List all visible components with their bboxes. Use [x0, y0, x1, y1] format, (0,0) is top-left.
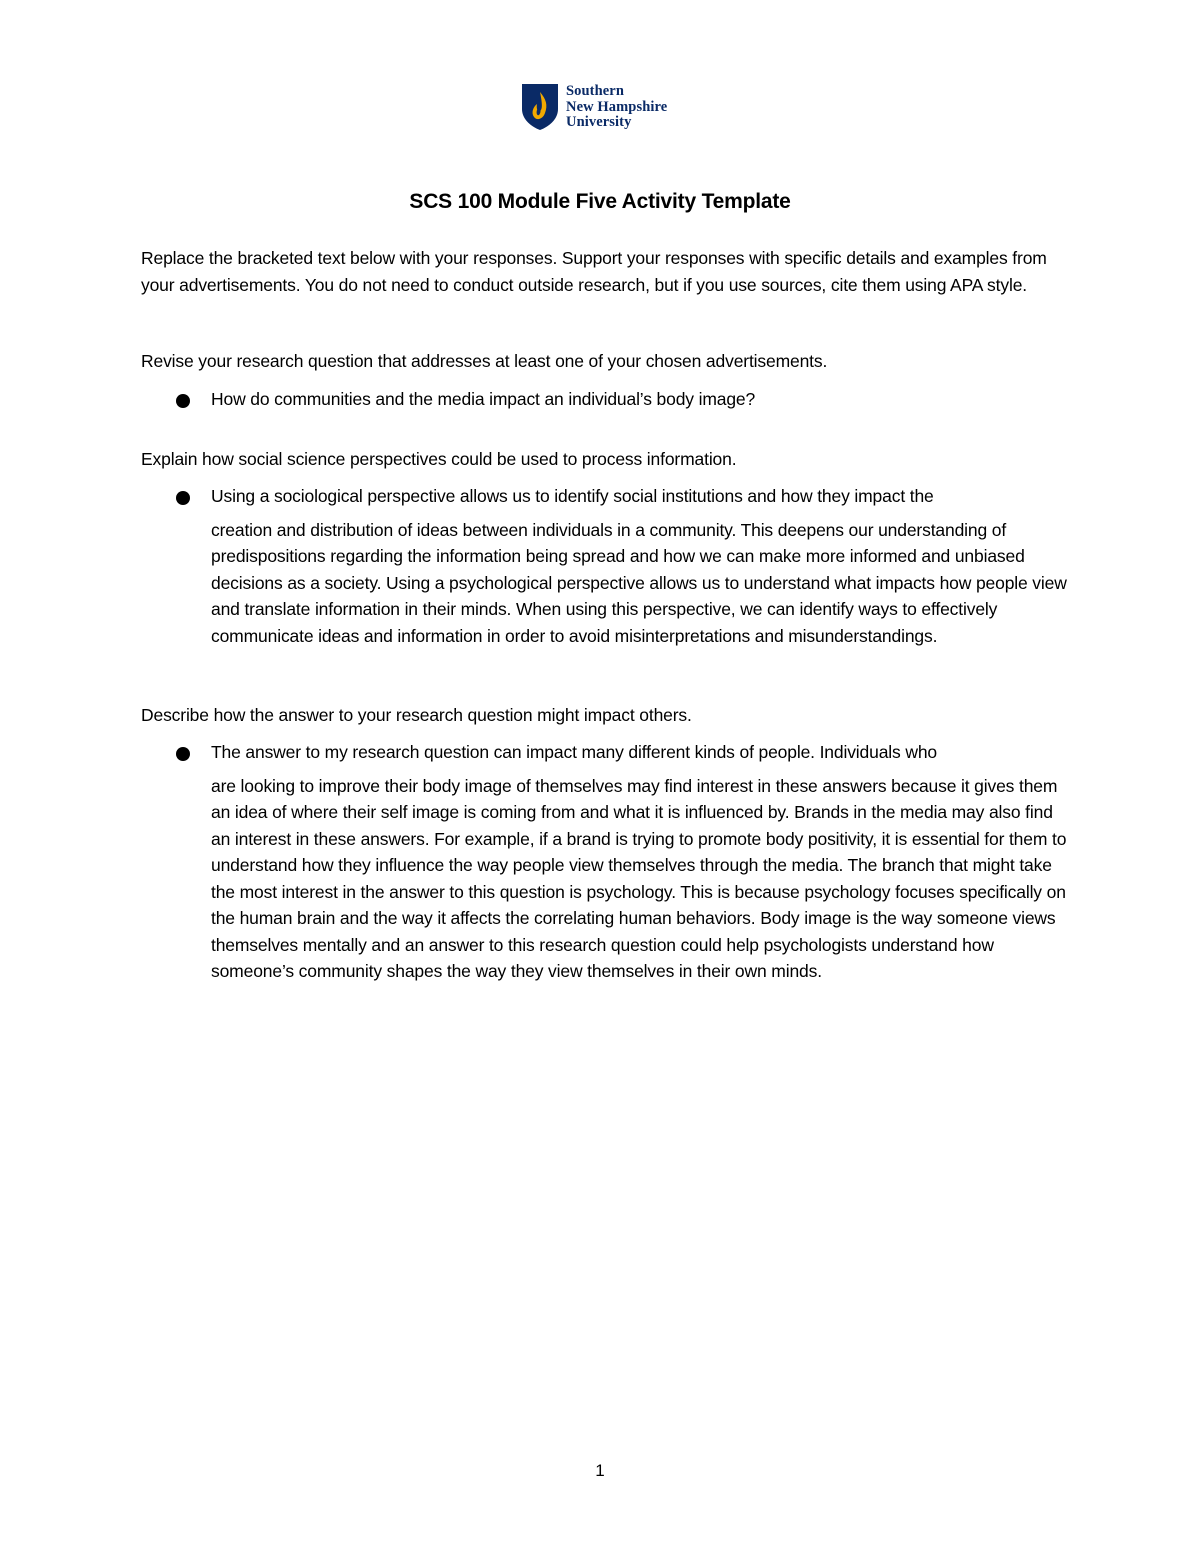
bullet-icon: [176, 491, 190, 505]
prompt-impact-on-others: Describe how the answer to your research question might impact others.: [141, 705, 692, 725]
logo-wordmark: [566, 84, 667, 131]
answer-text: [211, 386, 1071, 420]
university-logo: [521, 83, 667, 131]
document-title: SCS 100 Module Five Activity Template: [409, 190, 791, 213]
prompt-social-science-perspectives: Explain how social science perspectives could be used to process information.: [141, 449, 737, 469]
page-number: 1: [595, 1461, 605, 1480]
answer-text: [211, 483, 1071, 649]
shield-flame-icon: [521, 83, 559, 131]
answer-first-line: The answer to my research question can impact many different kinds of people. Individuals who: [211, 742, 937, 762]
logo-line-1: Southern: [566, 83, 625, 99]
intro-paragraph: Replace the bracketed text below with your responses. Support your responses with specific details and examples from your advertisements. You do not need to conduct outside research, but if you use sources, cite them using APA style.: [141, 248, 1047, 295]
bullet-icon: [176, 747, 190, 761]
bullet-icon: [176, 394, 190, 408]
answer-continuation: creation and distribution of ideas between individuals in a community. This deepens our understanding of predispositions regarding the information being spread and how we can make more informed and unbiased decisions as a society. Using a psychological perspective allows us to understand what impacts how people view and translate information in their minds. When using this perspective, we can identify ways to effectively communicate ideas and information in order to avoid misinterpretations and misunderstandings.: [211, 519, 1067, 646]
answer-continuation: are looking to improve their body image of themselves may find interest in these answers because it gives them an idea of where their self image is coming from and what it is influenced by. Brands in the media may also find an interest in these answers. For example, if a brand is trying to promote body positivity, it is essential for them to understand how they influence the way people view themselves through the media. The branch that might take the most interest in the answer to this question is psychology. This is because psychology focuses specifically on the human brain and the way it affects the correlating human behaviors. Body image is the way someone views themselves mentally and an answer to this research question could help psychologists understand how someone’s community shapes the way they view themselves in their own minds.: [211, 775, 1067, 981]
logo-line-2: New Hampshire: [566, 98, 668, 115]
answer-first-line: Using a sociological perspective allows us to identify social institutions and how they impact the: [211, 486, 934, 506]
prompt-research-question: Revise your research question that addresses at least one of your chosen advertisements.: [141, 351, 828, 371]
answer-text: [211, 739, 1071, 985]
answer-first-line: How do communities and the media impact an individual’s body image?: [211, 389, 756, 409]
logo-line-3: University: [566, 114, 632, 130]
